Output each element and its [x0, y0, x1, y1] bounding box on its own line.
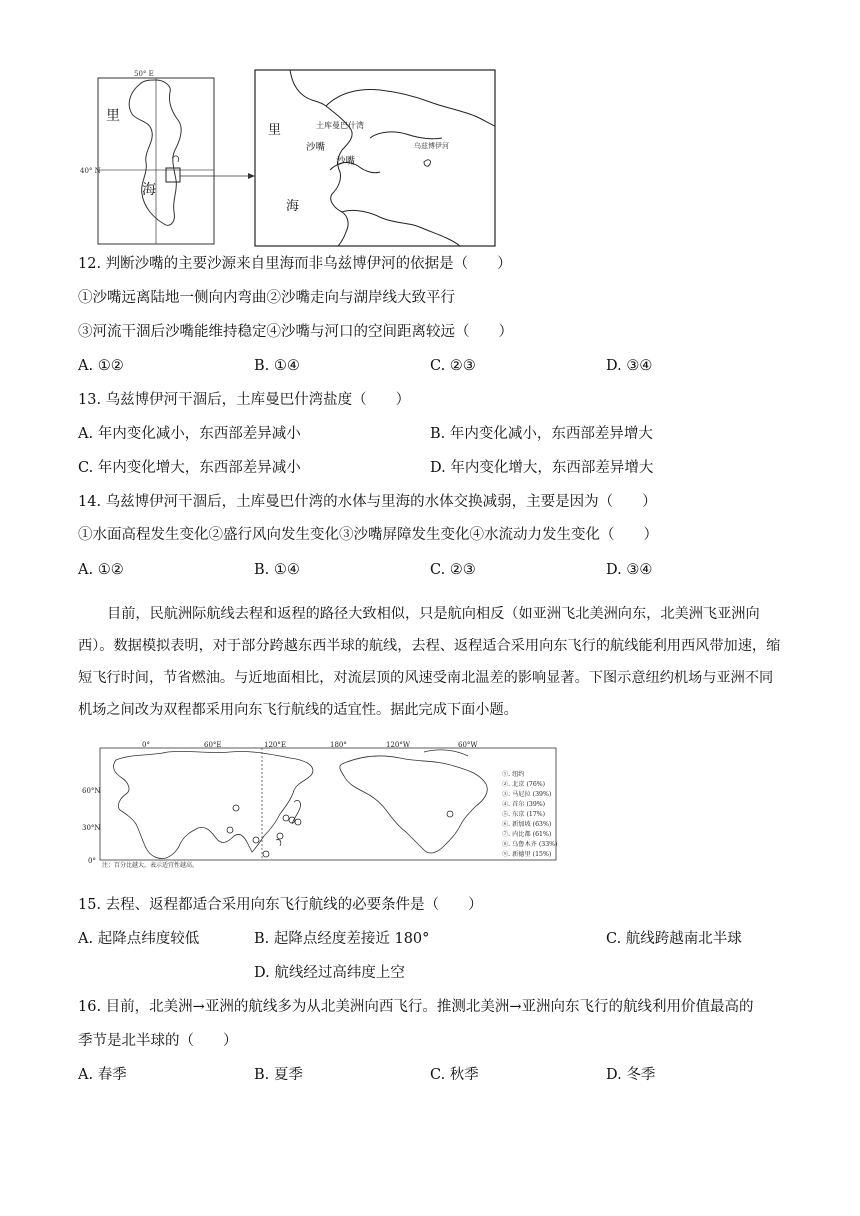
q12-option-b[interactable]: B. ①④	[254, 358, 300, 374]
legend-item-3: ③. 马尼拉 (39%)	[502, 791, 552, 798]
q15-option-a[interactable]: A. 起降点纬度较低	[78, 931, 200, 947]
turkmenbashi-bay-map	[255, 70, 495, 246]
q16-stem: 16. 目前，北美洲→亚洲的航线多为从北美洲向西飞行。推测北美洲→亚洲向东飞行的航线利用价值最高的	[78, 999, 754, 1015]
q13-option-b[interactable]: B. 年内变化减小，东西部差异增大	[430, 426, 653, 442]
q12-stem: 12. 判断沙嘴的主要沙源来自里海而非乌兹博伊河的依据是（ ）	[78, 256, 512, 272]
q14-option-a[interactable]: A. ①②	[78, 562, 124, 578]
legend-item-8: ⑧. 乌鲁木齐 (33%)	[502, 841, 558, 848]
reading-passage: 目前，民航洲际航线去程和返程的路径大致相似，只是航向相反（如亚洲飞北美洲向东，北美洲飞亚洲向西）。数据模拟表明，对于部分跨越东西半球的航线，去程、返程适合采用向东飞行的航线能利用西风带加速，缩短飞行时间，节省燃油。与近地面相比，对流层顶的风速受南北温差的影响显著。下图示意纽约机场与亚洲不同机场之间改为双程都采用向东飞行航线的适宜性。据此完成下面小题。	[78, 606, 781, 718]
inset-sea-char-bottom: 海	[286, 199, 300, 214]
q16-option-c[interactable]: C. 秋季	[430, 1067, 479, 1083]
q13-option-a[interactable]: A. 年内变化减小，东西部差异减小	[78, 426, 301, 442]
q16-option-b[interactable]: B. 夏季	[254, 1067, 303, 1083]
lon-label-120w: 120°W	[386, 741, 411, 749]
locator-longitude-label: 50° E	[134, 70, 154, 78]
lat-label-60n: 60°N	[82, 787, 101, 795]
q12-option-a[interactable]: A. ①②	[78, 358, 124, 374]
locator-sea-char-top: 里	[106, 108, 120, 124]
legend-item-2: ②. 北京 (76%)	[502, 781, 546, 788]
q15-option-b[interactable]: B. 起降点经度差接近 180°	[254, 931, 430, 947]
lat-label-0: 0°	[88, 857, 96, 865]
spit-label-1: 沙嘴	[306, 142, 326, 153]
q12-statements-1: ①沙嘴远离陆地一侧向内弯曲②沙嘴走向与湖岸线大致平行	[78, 290, 455, 306]
locator-latitude-label: 40° N	[80, 167, 101, 175]
q13-stem: 13. 乌兹博伊河干涸后，土库曼巴什湾盐度（ ）	[78, 392, 411, 408]
q14-option-c[interactable]: C. ②③	[430, 562, 476, 578]
q13-option-d[interactable]: D. 年内变化增大，东西部差异增大	[430, 460, 654, 476]
q14-option-b[interactable]: B. ①④	[254, 562, 300, 578]
q15-stem: 15. 去程、返程都适合采用向东飞行航线的必要条件是（ ）	[78, 897, 483, 913]
q16-stem-cont: 季节是北半球的（ ）	[78, 1033, 238, 1049]
lon-label-0: 0°	[142, 741, 150, 749]
map-note: 注：百分比越大，表示适宜性越高。	[102, 862, 199, 868]
q12-option-d[interactable]: D. ③④	[606, 358, 653, 374]
caspian-locator-map	[80, 70, 214, 244]
lon-label-180: 180°	[330, 741, 347, 749]
q13-option-c[interactable]: C. 年内变化增大，东西部差异减小	[78, 460, 301, 476]
q12-statements-2: ③河流干涸后沙嘴能维持稳定④沙嘴与河口的空间距离较远（ ）	[78, 324, 513, 340]
inset-sea-char-top: 里	[268, 123, 282, 138]
q16-option-a[interactable]: A. 春季	[78, 1067, 127, 1083]
legend-item-4: ④. 首尔 (39%)	[502, 801, 546, 808]
lon-label-60e: 60°E	[204, 741, 222, 749]
q16-option-d[interactable]: D. 冬季	[606, 1067, 656, 1083]
legend-item-9: ⑨. 新德里 (15%)	[502, 851, 552, 858]
lat-label-30n: 30°N	[82, 824, 101, 832]
spit-label-2: 沙嘴	[336, 156, 356, 167]
world-flight-route-map	[80, 740, 560, 868]
legend-item-7: ⑦. 内比都 (61%)	[502, 831, 552, 838]
lon-label-60w: 60°W	[458, 741, 478, 749]
river-label: 乌兹博伊河	[414, 142, 449, 150]
lon-label-120e: 120°E	[264, 741, 286, 749]
q12-option-c[interactable]: C. ②③	[430, 358, 476, 374]
q14-option-d[interactable]: D. ③④	[606, 562, 653, 578]
locator-sea-char-bottom: 海	[142, 182, 156, 198]
legend-item-1: ①. 纽约	[502, 771, 525, 778]
caspian-map-figure	[80, 62, 500, 248]
q14-stem: 14. 乌兹博伊河干涸后，土库曼巴什湾的水体与里海的水体交换减弱，主要是因为（ ）	[78, 494, 657, 510]
q15-option-c[interactable]: C. 航线跨越南北半球	[606, 931, 742, 947]
legend-item-5: ⑤. 东京 (17%)	[502, 811, 546, 818]
q15-option-d[interactable]: D. 航线经过高纬度上空	[254, 965, 405, 981]
legend-item-6: ⑥. 新加坡 (63%)	[502, 821, 552, 828]
q14-statements: ①水面高程发生变化②盛行风向发生变化③沙嘴屏障发生变化④水流动力发生变化（ ）	[78, 527, 658, 543]
bay-label: 土库曼巴什湾	[316, 121, 364, 130]
